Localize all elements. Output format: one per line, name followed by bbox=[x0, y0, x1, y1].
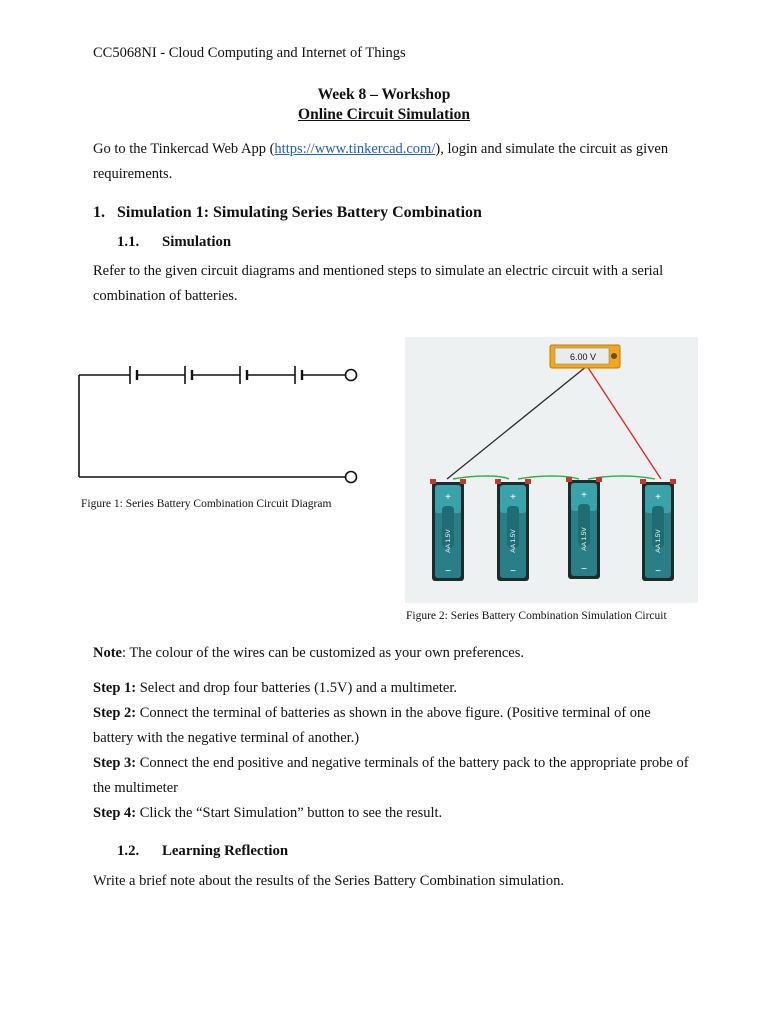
multimeter-reading: 6.00 V bbox=[569, 352, 597, 362]
battery-plus-label: + bbox=[510, 492, 516, 503]
tinkercad-link[interactable]: https://www.tinkercad.com/ bbox=[274, 141, 436, 157]
battery-type-label: AA 1.5V bbox=[581, 527, 588, 551]
step-label: Step 1: bbox=[93, 680, 137, 696]
page-subtitle: Online Circuit Simulation bbox=[298, 106, 470, 123]
section-title: Simulation 1: Simulating Series Battery Combination bbox=[117, 204, 482, 221]
battery-plus-label: + bbox=[655, 492, 661, 503]
subsection-heading-reflection bbox=[117, 843, 288, 860]
step-text: Connect the terminal of batteries as shown in the above figure. (Positive terminal of one battery with the negative terminal of another.) bbox=[93, 705, 651, 746]
battery-plus-label: + bbox=[581, 490, 587, 501]
figure2-caption: Figure 2: Series Battery Combination Simulation Circuit bbox=[406, 610, 667, 622]
simulation-screenshot bbox=[405, 337, 698, 603]
battery-minus-label: − bbox=[581, 564, 587, 575]
simulation-circuit bbox=[405, 337, 698, 603]
subsection-number: 1.2. bbox=[117, 843, 140, 859]
intro-text-after: ), login and simulate the circuit as given requirements. bbox=[93, 141, 669, 182]
battery-minus-label: − bbox=[655, 566, 661, 577]
battery-type-label: AA 1.5V bbox=[655, 529, 662, 553]
step-3 bbox=[93, 751, 693, 801]
course-header: CC5068NI - Cloud Computing and Internet of Things bbox=[93, 45, 406, 61]
subsection-title: Simulation bbox=[162, 234, 232, 250]
note-text: : The colour of the wires can be customized as your own preferences. bbox=[122, 645, 524, 661]
section-number: 1. bbox=[93, 204, 105, 221]
step-text: Select and drop four batteries (1.5V) and a multimeter. bbox=[136, 680, 458, 696]
steps-list bbox=[93, 676, 693, 826]
note-paragraph bbox=[93, 641, 524, 666]
battery-type-label: AA 1.5V bbox=[445, 529, 452, 553]
intro-text-before: Go to the Tinkercad Web App ( bbox=[93, 141, 275, 157]
series-circuit-diagram bbox=[75, 360, 365, 485]
step-4 bbox=[93, 801, 693, 826]
battery-minus-label: − bbox=[510, 566, 516, 577]
step-label: Step 4: bbox=[93, 805, 137, 821]
reflection-paragraph: Write a brief note about the results of the Series Battery Combination simulation. bbox=[93, 873, 564, 889]
black-probe-wire bbox=[447, 366, 587, 479]
note-label: Note bbox=[93, 645, 122, 661]
subsection-title: Learning Reflection bbox=[162, 843, 289, 859]
intro-paragraph bbox=[93, 137, 693, 187]
red-probe-wire bbox=[587, 366, 661, 479]
subsection-number: 1.1. bbox=[117, 234, 140, 250]
step-text: Connect the end positive and negative terminals of the battery pack to the appropriate probe of the multimeter bbox=[93, 755, 689, 796]
battery-type-label: AA 1.5V bbox=[510, 529, 517, 553]
figure1-caption: Figure 1: Series Battery Combination Circuit Diagram bbox=[81, 498, 332, 510]
series-wire-1 bbox=[453, 476, 509, 479]
simulation-paragraph: Refer to the given circuit diagrams and mentioned steps to simulate an electric circuit with a serial combination of batteries. bbox=[93, 263, 664, 304]
step-2 bbox=[93, 701, 693, 751]
step-1 bbox=[93, 676, 693, 701]
battery-plus-label: + bbox=[445, 492, 451, 503]
page-title: Week 8 – Workshop bbox=[317, 86, 451, 103]
step-text: Click the “Start Simulation” button to see the result. bbox=[136, 805, 443, 821]
step-label: Step 2: bbox=[93, 705, 137, 721]
section-heading bbox=[93, 204, 482, 222]
battery-minus-label: − bbox=[445, 566, 451, 577]
subsection-heading-simulation bbox=[117, 234, 231, 251]
step-label: Step 3: bbox=[93, 755, 137, 771]
